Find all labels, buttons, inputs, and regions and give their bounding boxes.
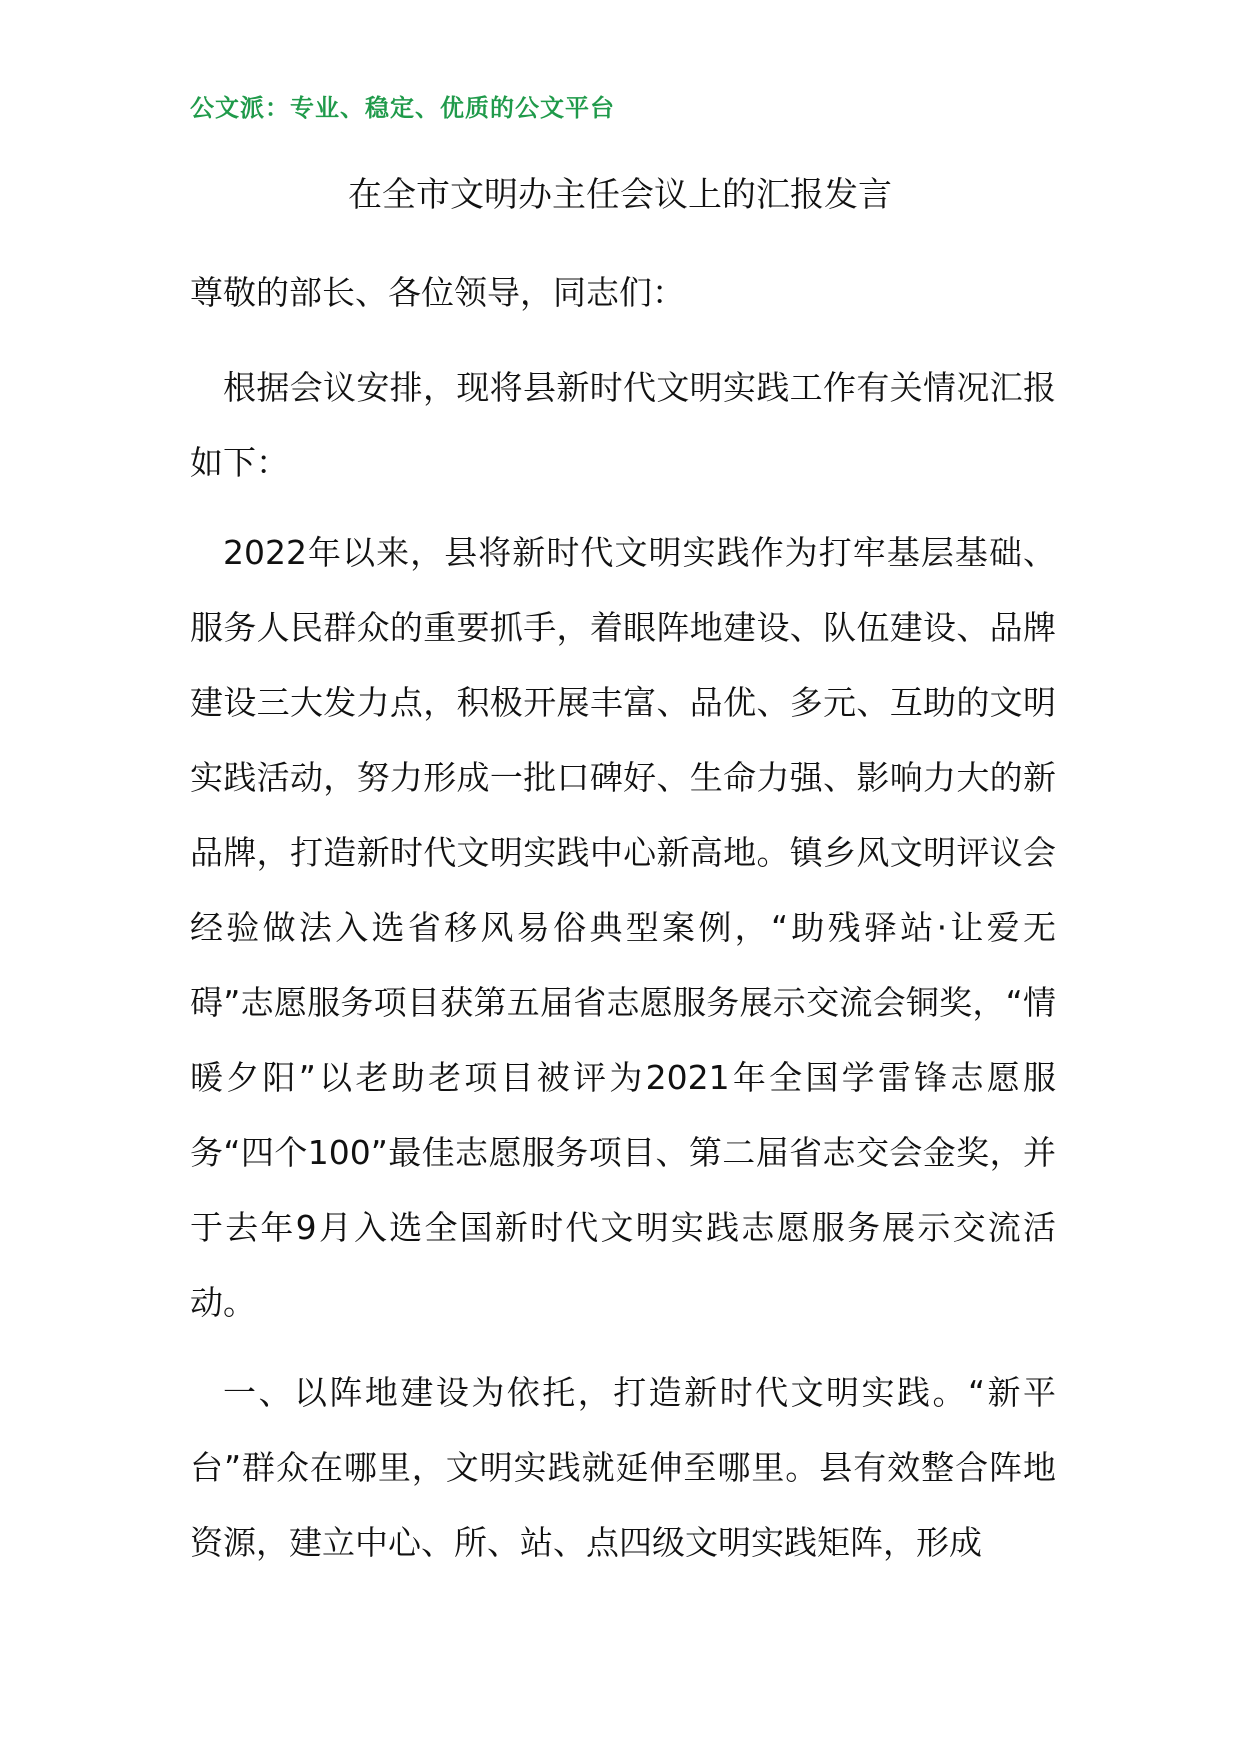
- paragraph-overview: 2022年以来，县将新时代文明实践作为打牢基层基础、服务人民群众的重要抓手，着眼阵地建设、队伍建设、品牌建设三大发力点，积极开展丰富、品优、多元、互助的文明实践活动，努力形成一批口碑好、生命力强、影响力大的新品牌，打造新时代文明实践中心新高地。镇乡风文明评议会经验做法入选省移风易俗典型案例，“助残驿站·让爱无碍”志愿服务项目获第五届省志愿服务展示交流会铜奖，“情暖夕阳”以老助老项目被评为2021年全国学雷锋志愿服务“四个100”最佳志愿服务项目、第二届省志交会金奖，并于去年9月入选全国新时代文明实践志愿服务展示交流活动。: [190, 533, 1056, 1322]
- paragraph-intro: 根据会议安排，现将县新时代文明实践工作有关情况汇报如下：: [190, 368, 1056, 482]
- platform-header: 公文派：专业、稳定、优质的公文平台: [190, 94, 615, 122]
- paragraph-section-one: 一、以阵地建设为依托，打造新时代文明实践。“新平台”群众在哪里，文明实践就延伸至哪里。县有效整合阵地资源，建立中心、所、站、点四级文明实践矩阵，形成: [190, 1373, 1056, 1562]
- document-title: 在全市文明办主任会议上的汇报发言: [348, 175, 892, 215]
- salutation: 尊敬的部长、各位领导，同志们：: [190, 273, 685, 312]
